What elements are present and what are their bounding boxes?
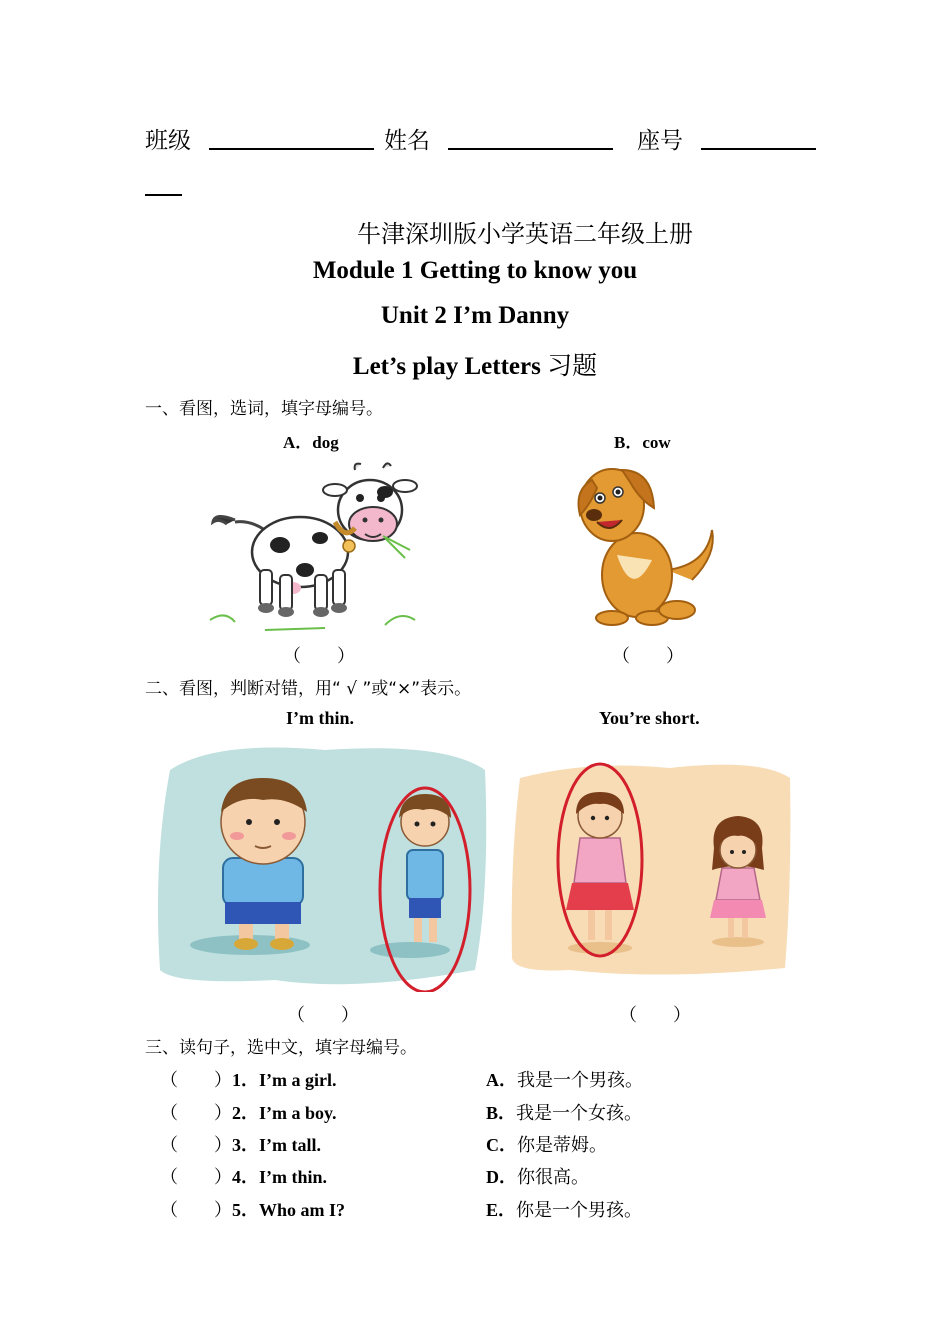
dog-answer-paren[interactable]: （ ） <box>612 646 684 666</box>
answer-text: 你很高。 <box>517 1167 589 1188</box>
class-blank[interactable] <box>209 126 374 150</box>
lesson-title <box>0 346 950 382</box>
answer-text: 我是一个女孩。 <box>516 1103 643 1124</box>
girls-image <box>510 758 792 980</box>
thin-answer-paren[interactable]: （ ） <box>287 1005 359 1025</box>
question-paren[interactable]: （ ） <box>160 1135 232 1155</box>
boys-image <box>155 740 490 992</box>
seat-label: 座号 <box>637 128 683 154</box>
question-row <box>160 1131 321 1157</box>
dog-image <box>572 460 722 630</box>
unit-title: Unit 2 I’m Danny <box>380 302 570 329</box>
answer-option <box>486 1163 589 1189</box>
answer-text: 你是一个男孩。 <box>516 1200 643 1221</box>
question-paren[interactable]: （ ） <box>160 1167 232 1187</box>
module-title: Module 1 Getting to know you <box>312 257 638 284</box>
seat-blank[interactable] <box>701 126 816 150</box>
question-text: 1．I’m a girl. <box>232 1070 337 1090</box>
answer-text: 我是一个男孩。 <box>517 1070 643 1091</box>
class-label: 班级 <box>145 128 191 154</box>
answer-option <box>486 1196 642 1222</box>
answer-letter: E． <box>486 1200 517 1220</box>
short-answer-paren[interactable]: （ ） <box>619 1005 691 1025</box>
question-text: 5．Who am I? <box>232 1200 346 1220</box>
seat-blank-wrap <box>145 176 182 196</box>
answer-option <box>486 1066 643 1092</box>
section2-heading: 二、看图，判断对错，用“ √ ”或“×”表示。 <box>145 679 472 699</box>
question-paren[interactable]: （ ） <box>160 1103 232 1123</box>
cow-answer-paren[interactable]: （ ） <box>283 646 355 666</box>
question-row <box>160 1066 336 1092</box>
option-b-label: B．cow <box>614 433 671 452</box>
question-paren[interactable]: （ ） <box>160 1070 232 1090</box>
answer-option <box>486 1099 642 1125</box>
sentence-short: You’re short. <box>599 708 700 728</box>
question-text: 3．I’m tall. <box>232 1135 321 1155</box>
section1-heading: 一、看图，选词，填字母编号。 <box>145 399 383 419</box>
question-row <box>160 1099 337 1125</box>
sentence-thin: I’m thin. <box>286 708 355 728</box>
option-a-label: A．dog <box>283 433 339 452</box>
answer-text: 你是蒂姆。 <box>517 1135 607 1156</box>
cow-image <box>205 460 420 635</box>
book-title: 牛津深圳版小学英语二年级上册 <box>357 220 693 248</box>
name-label: 姓名 <box>384 128 430 154</box>
student-info-header <box>145 122 825 155</box>
section3-heading: 三、读句子，选中文，填字母编号。 <box>145 1038 417 1058</box>
question-paren[interactable]: （ ） <box>160 1200 232 1220</box>
name-blank[interactable] <box>448 126 613 150</box>
question-row <box>160 1163 327 1189</box>
question-text: 4．I’m thin. <box>232 1167 328 1187</box>
lesson-title-en: Let’s play Letters <box>352 353 541 380</box>
answer-option <box>486 1131 607 1157</box>
answer-letter: A． <box>486 1070 517 1090</box>
answer-letter: C． <box>486 1135 517 1155</box>
question-text: 2．I’m a boy. <box>232 1103 337 1123</box>
lesson-title-cn: 习题 <box>547 351 598 380</box>
answer-letter: B． <box>486 1103 517 1123</box>
answer-letter: D． <box>486 1167 517 1187</box>
question-row <box>160 1196 345 1222</box>
